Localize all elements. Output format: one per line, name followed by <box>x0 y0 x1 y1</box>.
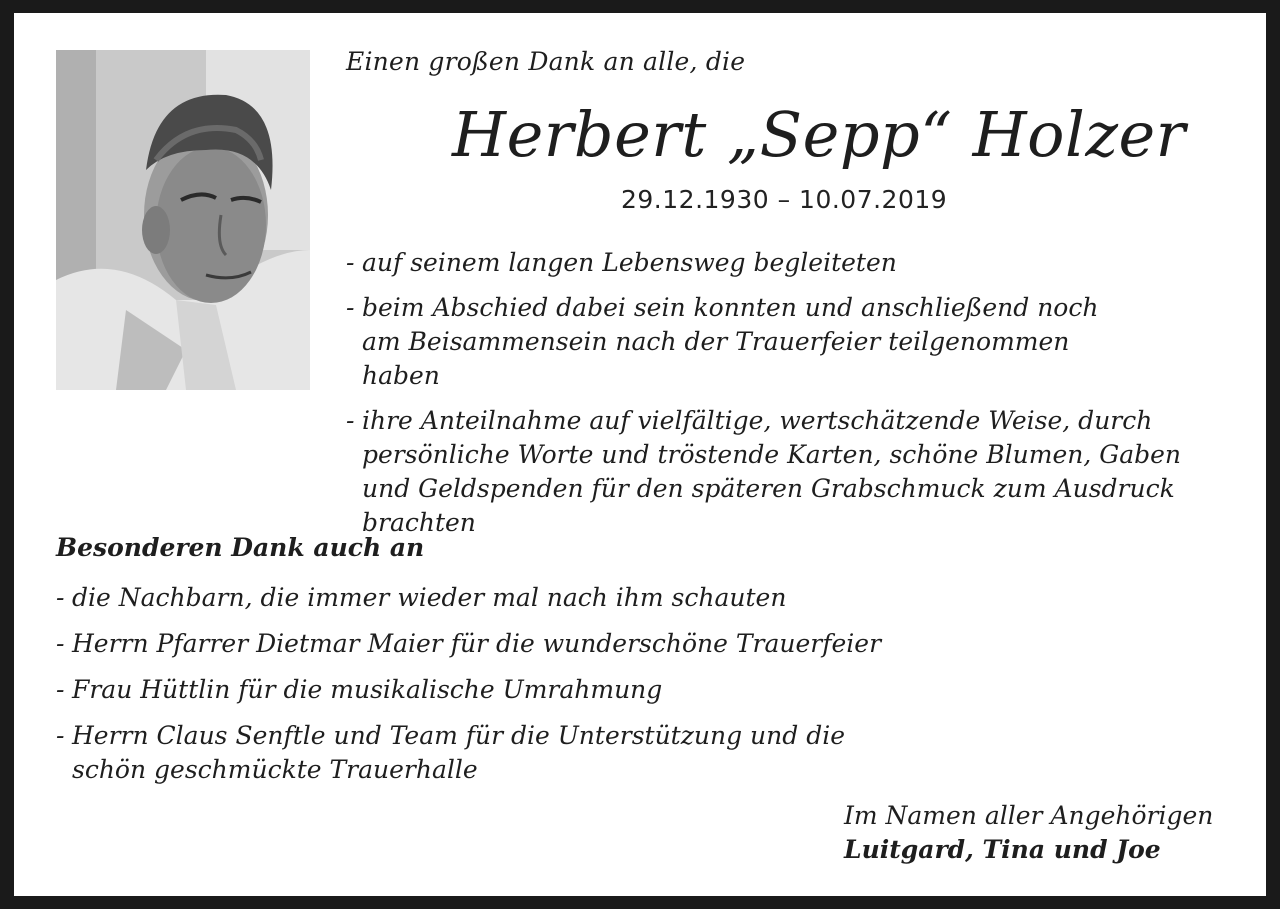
intro-line: Einen großen Dank an alle, die <box>346 47 746 76</box>
list-item-text: Herrn Claus Senftle und Team für die Unterstützung und die schön geschmückte Trauerhalle <box>72 721 845 784</box>
list-item-text: Frau Hüttlin für die musikalische Umrahmung <box>72 675 663 704</box>
bullet-dash: - <box>56 583 65 612</box>
list-item-text: ihre Anteilnahme auf vielfältige, wertschätzende Weise, durch persönliche Worte und tröstende Karten, schöne Blumen, Gaben und Geldspenden für den späteren Grabschmuck zum Ausdruck brachten <box>362 406 1182 537</box>
list-item <box>346 246 1246 280</box>
bullet-dash: - <box>346 293 355 322</box>
list-item-text: die Nachbarn, die immer wieder mal nach ihm schauten <box>72 583 787 612</box>
reasons-list <box>346 246 1246 551</box>
list-item <box>56 627 956 661</box>
closing-line: Im Namen aller Angehörigen <box>844 801 1214 830</box>
list-item <box>56 673 956 707</box>
list-item-text: auf seinem langen Lebensweg begleiteten <box>362 248 897 277</box>
portrait-photo <box>56 50 310 390</box>
bullet-dash: - <box>346 248 355 277</box>
list-item-text: beim Abschied dabei sein konnten und anschließend noch am Beisammensein nach der Trauerfeier teilgenommen haben <box>362 293 1099 390</box>
life-dates: 29.12.1930 – 10.07.2019 <box>621 185 948 214</box>
obituary-card <box>14 13 1266 896</box>
deceased-name: Herbert „Sepp“ Holzer <box>452 98 1186 171</box>
bullet-dash: - <box>56 721 65 750</box>
list-item-text: Herrn Pfarrer Dietmar Maier für die wunderschöne Trauerfeier <box>72 629 882 658</box>
list-item <box>56 581 956 615</box>
bullet-dash: - <box>346 406 355 435</box>
list-item <box>346 404 1226 540</box>
special-thanks-heading: Besonderen Dank auch an <box>56 533 425 562</box>
list-item <box>56 719 916 787</box>
closing-names: Luitgard, Tina und Joe <box>844 835 1161 864</box>
closing-block <box>844 799 1213 867</box>
special-thanks-list <box>56 581 956 799</box>
bullet-dash: - <box>56 629 65 658</box>
list-item <box>346 291 1116 393</box>
bullet-dash: - <box>56 675 65 704</box>
